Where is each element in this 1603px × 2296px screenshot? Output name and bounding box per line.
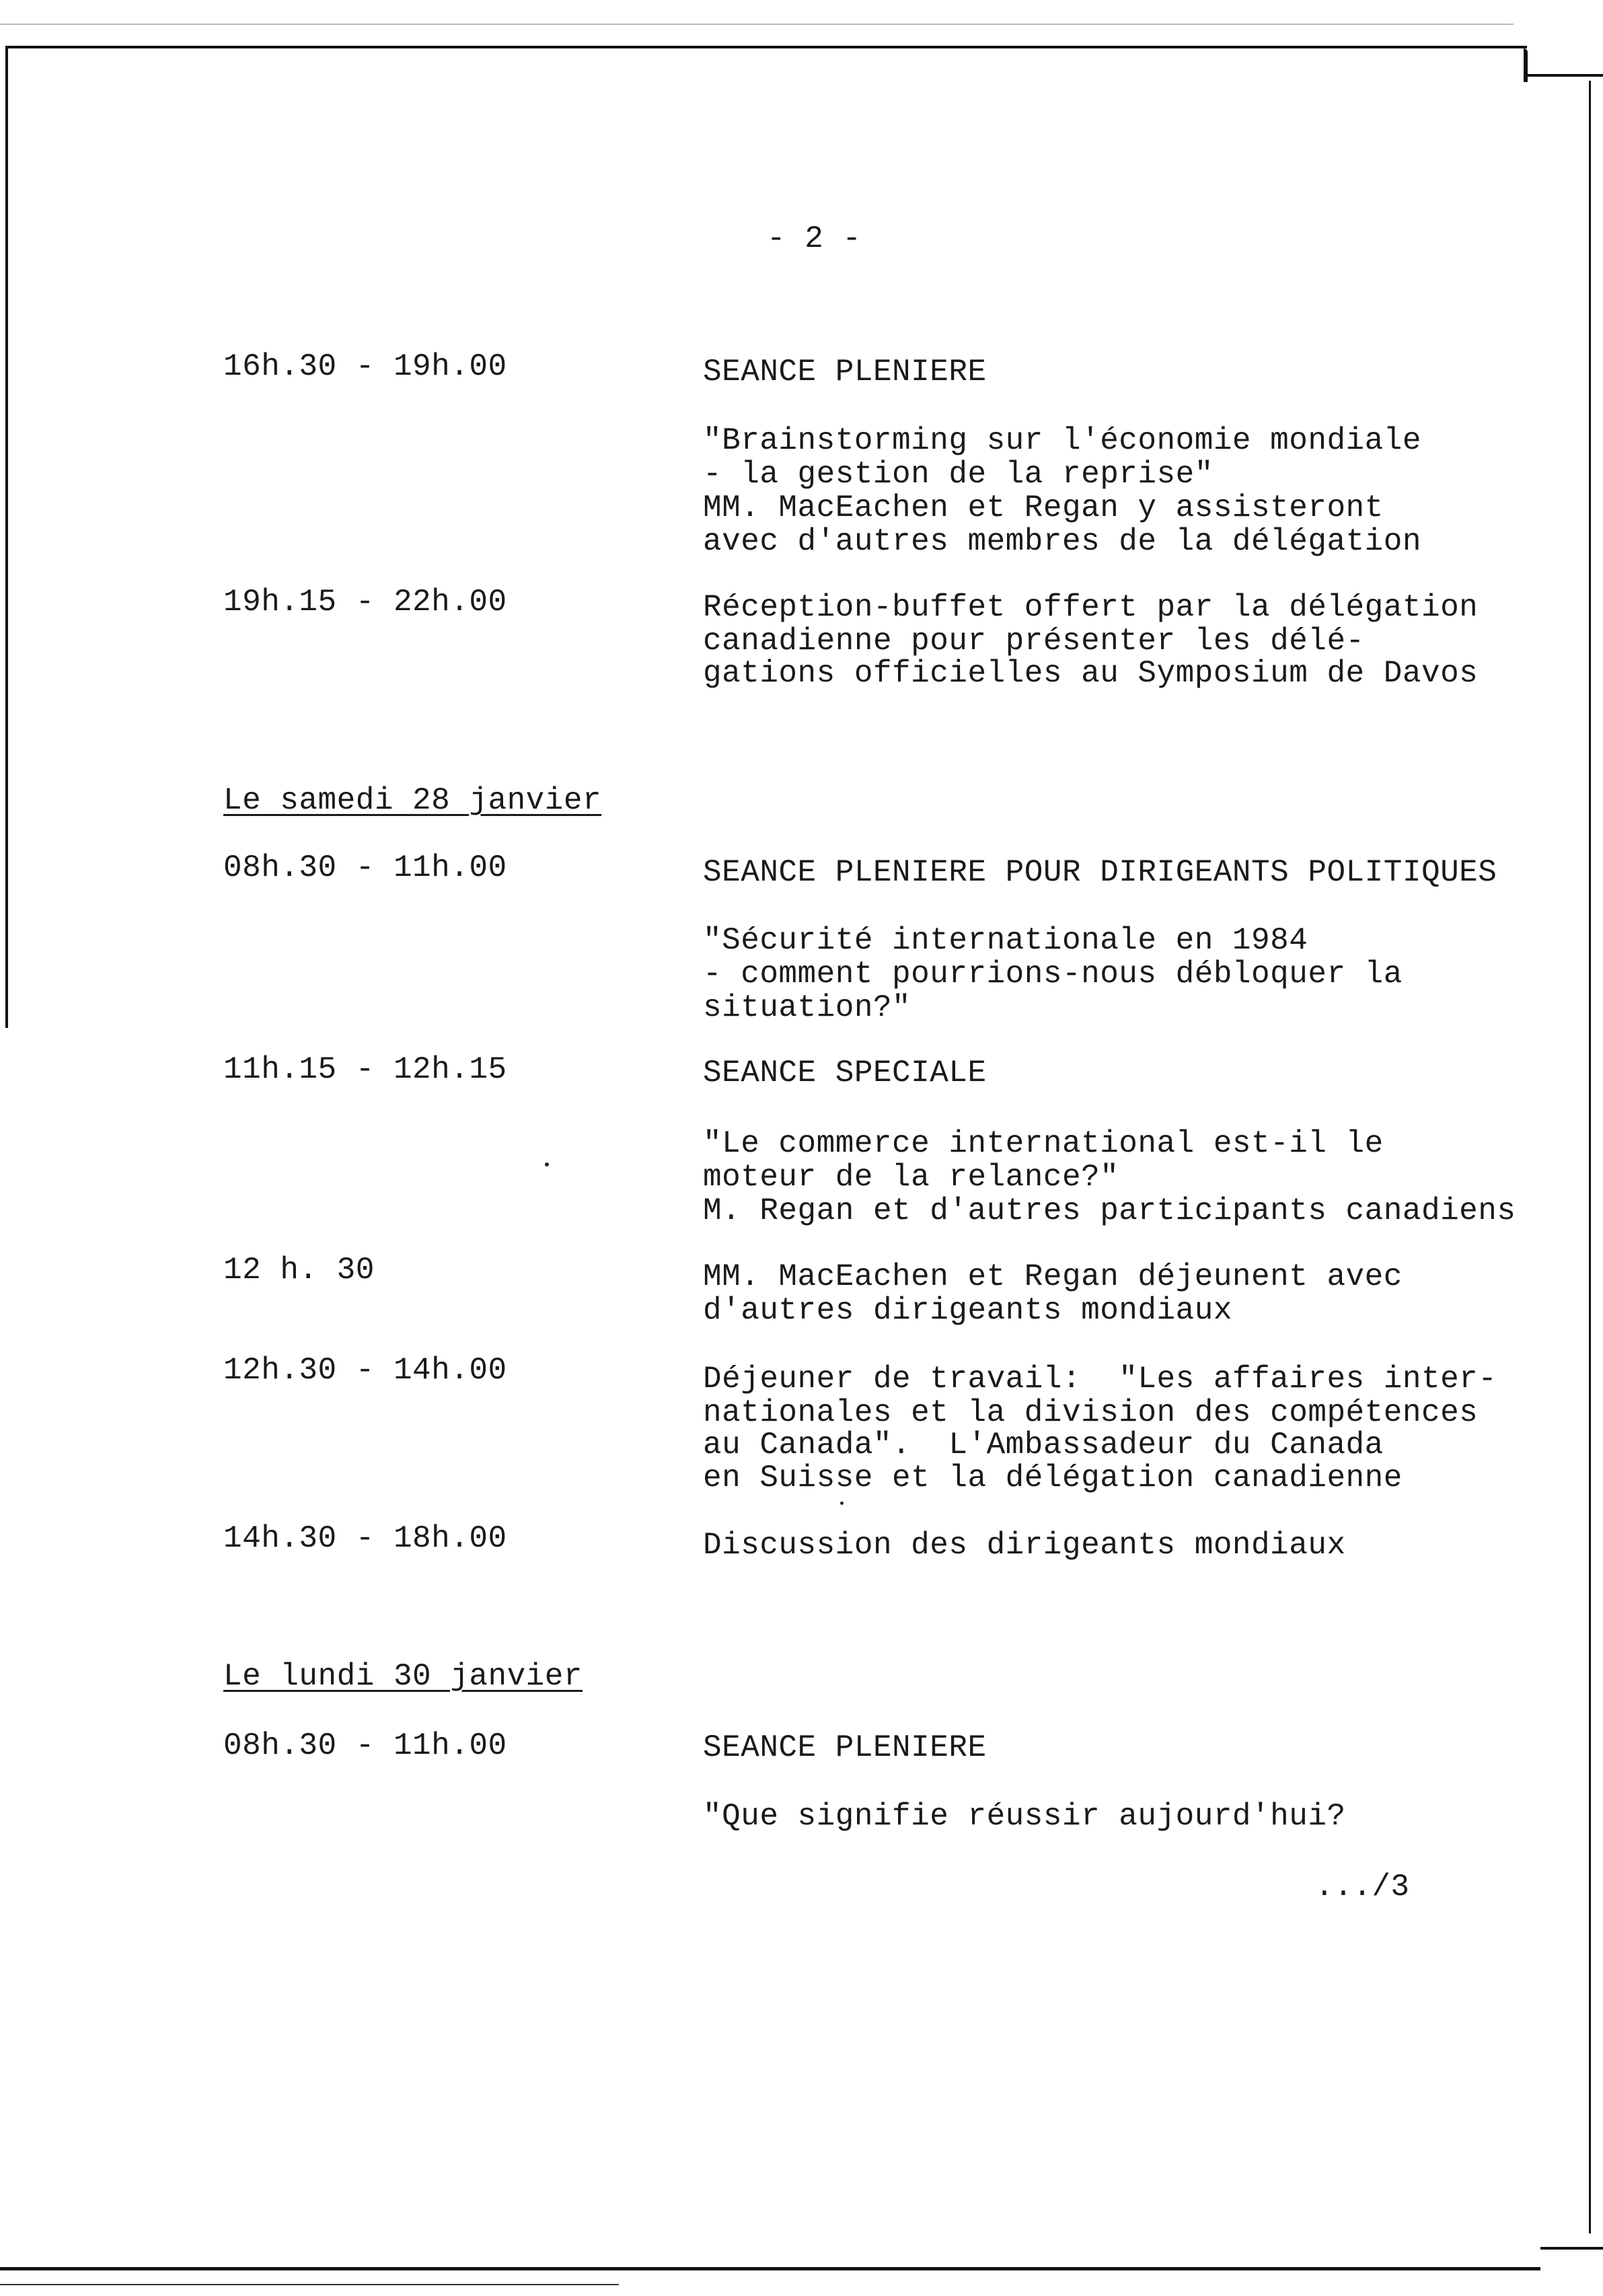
entry-title: Réception-buffet offert par la délégation bbox=[703, 590, 1479, 625]
bottom-thin-rule bbox=[0, 2284, 619, 2285]
top-border-rule bbox=[7, 46, 1527, 48]
page-number: - 2 - bbox=[767, 221, 862, 256]
entry-line: en Suisse et la délégation canadienne bbox=[703, 1460, 1403, 1495]
entry-line: - comment pourrions-nous débloquer la bbox=[703, 957, 1403, 992]
left-border-rule bbox=[5, 46, 8, 1028]
entry-line: nationales et la division des compétences bbox=[703, 1395, 1479, 1430]
entry-time: 11h.15 - 12h.15 bbox=[223, 1052, 507, 1087]
entry-time: 12h.30 - 14h.00 bbox=[223, 1353, 507, 1388]
entry-time: 08h.30 - 11h.00 bbox=[223, 1728, 507, 1763]
entry-line: canadienne pour présenter les délé- bbox=[703, 624, 1365, 659]
entry-time: 19h.15 - 22h.00 bbox=[223, 585, 507, 620]
section-heading-monday: Le lundi 30 janvier bbox=[223, 1659, 583, 1694]
entry-line: M. Regan et d'autres participants canadiens bbox=[703, 1194, 1516, 1228]
entry-line: d'autres dirigeants mondiaux bbox=[703, 1293, 1232, 1328]
entry-title: SEANCE PLENIERE bbox=[703, 1730, 987, 1765]
continuation-marker: .../3 bbox=[1315, 1869, 1410, 1904]
entry-title: Discussion des dirigeants mondiaux bbox=[703, 1528, 1346, 1563]
entry-time: 14h.30 - 18h.00 bbox=[223, 1521, 507, 1556]
entry-time: 12 h. 30 bbox=[223, 1253, 375, 1288]
entry-title: SEANCE PLENIERE POUR DIRIGEANTS POLITIQUES bbox=[703, 855, 1497, 890]
entry-line: "Que signifie réussir aujourd'hui? bbox=[703, 1799, 1346, 1834]
top-right-curve bbox=[1524, 48, 1528, 82]
entry-line: situation?" bbox=[703, 990, 911, 1025]
scan-speck bbox=[840, 1502, 844, 1505]
entry-title: MM. MacEachen et Regan déjeunent avec bbox=[703, 1259, 1403, 1294]
entry-line: "Le commerce international est-il le bbox=[703, 1126, 1384, 1161]
top-thin-rule bbox=[0, 24, 1514, 25]
entry-line: - la gestion de la reprise" bbox=[703, 457, 1214, 492]
bottom-right-tab bbox=[1540, 2247, 1603, 2250]
entry-line: MM. MacEachen et Regan y assisteront bbox=[703, 490, 1384, 525]
entry-title: SEANCE PLENIERE bbox=[703, 355, 987, 390]
entry-line: moteur de la relance?" bbox=[703, 1160, 1119, 1195]
entry-line: avec d'autres membres de la délégation bbox=[703, 524, 1421, 559]
entry-line: "Sécurité internationale en 1984 bbox=[703, 923, 1308, 958]
entry-line: "Brainstorming sur l'économie mondiale bbox=[703, 423, 1421, 458]
entry-time: 08h.30 - 11h.00 bbox=[223, 850, 507, 885]
top-right-tab bbox=[1528, 74, 1603, 77]
entry-line: gations officielles au Symposium de Davos bbox=[703, 656, 1479, 691]
scan-speck bbox=[545, 1162, 549, 1166]
entry-line: au Canada". L'Ambassadeur du Canada bbox=[703, 1428, 1384, 1462]
bottom-border-rule bbox=[0, 2267, 1540, 2270]
entry-title: Déjeuner de travail: "Les affaires inter- bbox=[703, 1362, 1497, 1397]
entry-time: 16h.30 - 19h.00 bbox=[223, 349, 507, 384]
right-border-rule bbox=[1589, 81, 1591, 2233]
section-heading-saturday: Le samedi 28 janvier bbox=[223, 783, 602, 818]
entry-title: SEANCE SPECIALE bbox=[703, 1056, 987, 1090]
